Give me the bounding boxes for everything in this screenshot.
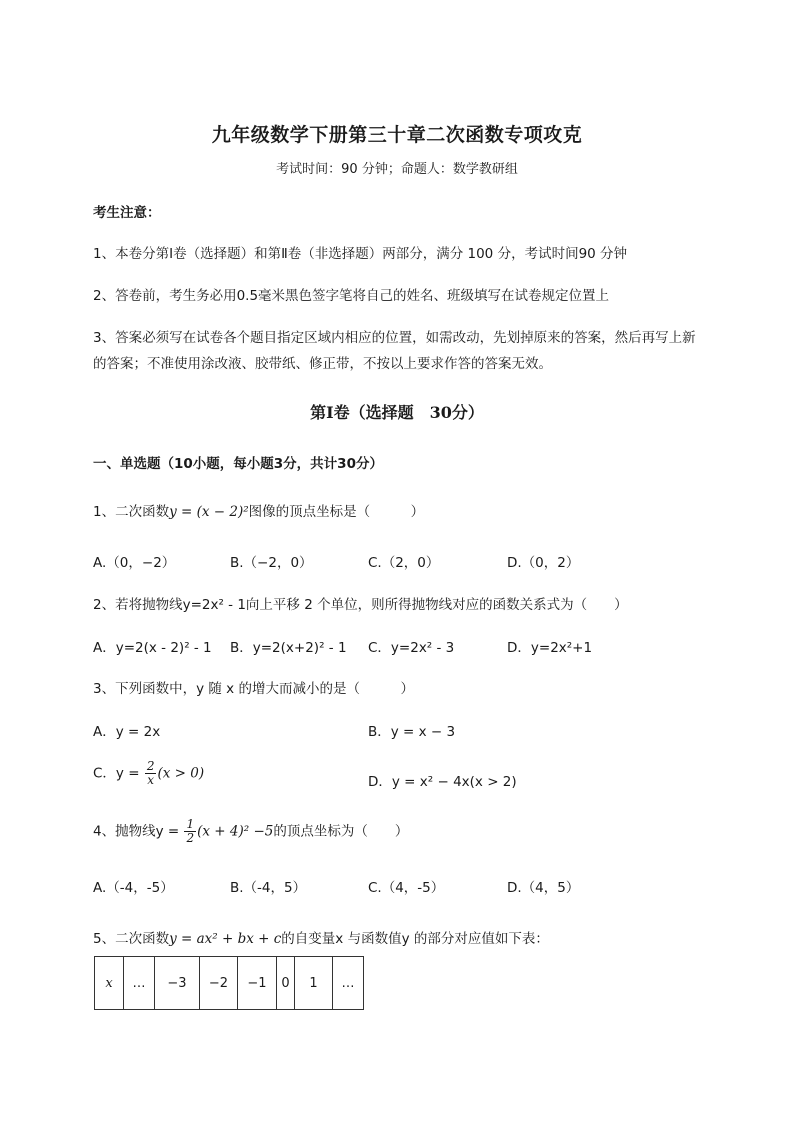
section-title: 第Ⅰ卷（选择题 30分） (310, 403, 484, 422)
q3-option-c-fraction (145, 760, 157, 787)
q2-option-d[interactable]: D．y=2x²+1 (507, 640, 593, 656)
q2-option-b[interactable]: B．y=2(x+2)² - 1 (230, 640, 347, 656)
q1-prefix: 1、二次函数 (93, 504, 170, 520)
q3-option-c-prefix: C．y = (93, 765, 140, 782)
question-1 (93, 500, 424, 520)
q4-prefix: 4、抛物线y = (93, 823, 180, 840)
q4-option-c[interactable]: C.（4，-5） (368, 880, 445, 896)
q1-option-d[interactable]: D.（0，2） (507, 555, 580, 571)
q5-suffix: 的自变量x 与函数值y 的部分对应值如下表： (281, 931, 549, 947)
fraction-numerator: 1 (186, 817, 195, 831)
exam-title: 九年级数学下册第三十章二次函数专项攻克 (211, 124, 583, 146)
q1-option-b[interactable]: B.（−2，0） (230, 555, 313, 571)
table-cell: … (333, 957, 364, 1010)
notice-line-2: 2、答卷前，考生务必用0.5毫米黑色签字笔将自己的姓名、班级填写在试卷规定位置上 (93, 288, 610, 304)
table-cell: −2 (200, 957, 238, 1010)
question-3: 3、下列函数中，y 随 x 的增大而减小的是（ ） (93, 681, 414, 697)
table-cell: x (95, 957, 124, 1010)
notice-line-3: 3、答案必须写在试卷各个题目指定区域内相应的位置，如需改动，先划掉原来的答案，然后再写上新 (93, 330, 696, 346)
q4-option-d[interactable]: D.（4，5） (507, 880, 580, 896)
notice-line-1: 1、本卷分第Ⅰ卷（选择题）和第Ⅱ卷（非选择题）两部分，满分 100 分，考试时间90 分钟 (93, 246, 628, 262)
table-cell: … (124, 957, 155, 1010)
q4-expression: (x + 4)² −5 (197, 823, 274, 840)
question-4 (93, 818, 408, 845)
q1-option-a[interactable]: A.（0，−2） (93, 555, 176, 571)
notice-heading: 考生注意： (93, 205, 161, 221)
q1-suffix: 图像的顶点坐标是（ ） (248, 504, 425, 520)
table-cell: −1 (238, 957, 277, 1010)
fraction-denominator: x (147, 773, 155, 787)
q1-option-c[interactable]: C.（2，0） (368, 555, 440, 571)
q3-option-c[interactable] (93, 760, 204, 787)
exam-subtitle: 考试时间：90 分钟；命题人：数学教研组 (276, 162, 518, 177)
table-row (95, 957, 364, 1010)
question-5 (93, 927, 549, 947)
notice-line-3-cont: 的答案；不准使用涂改液、胶带纸、修正带，不按以上要求作答的答案无效。 (93, 356, 552, 372)
q4-suffix: 的顶点坐标为（ ） (273, 823, 409, 840)
fraction-denominator: 2 (186, 831, 195, 845)
q4-option-b[interactable]: B.（-4，5） (230, 880, 307, 896)
q4-option-a[interactable]: A.（-4，-5） (93, 880, 174, 896)
group-title: 一、单选题（10小题，每小题3分，共计30分） (93, 456, 383, 472)
q2-option-c[interactable]: C．y=2x² - 3 (368, 640, 455, 656)
q4-fraction (184, 818, 196, 845)
table-cell: −3 (155, 957, 200, 1010)
q3-option-a[interactable]: A．y = 2x (93, 724, 161, 740)
fraction-numerator: 2 (146, 759, 155, 773)
question-2: 2、若将抛物线y=2x² - 1向上平移 2 个单位，则所得抛物线对应的函数关系式为（ ） (93, 597, 628, 613)
q3-option-d[interactable]: D．y = x² − 4x(x > 2) (368, 774, 517, 790)
table-cell: 1 (295, 957, 333, 1010)
q1-expression: y = (x − 2)² (169, 504, 249, 520)
q5-expression: y = ax² + bx + c (169, 931, 282, 947)
table-cell: 0 (277, 957, 295, 1010)
q3-option-b[interactable]: B．y = x − 3 (368, 724, 456, 740)
q3-option-c-condition: (x > 0) (157, 765, 205, 782)
q2-option-a[interactable]: A．y=2(x - 2)² - 1 (93, 640, 212, 656)
q5-prefix: 5、二次函数 (93, 931, 170, 947)
value-table (94, 956, 364, 1010)
